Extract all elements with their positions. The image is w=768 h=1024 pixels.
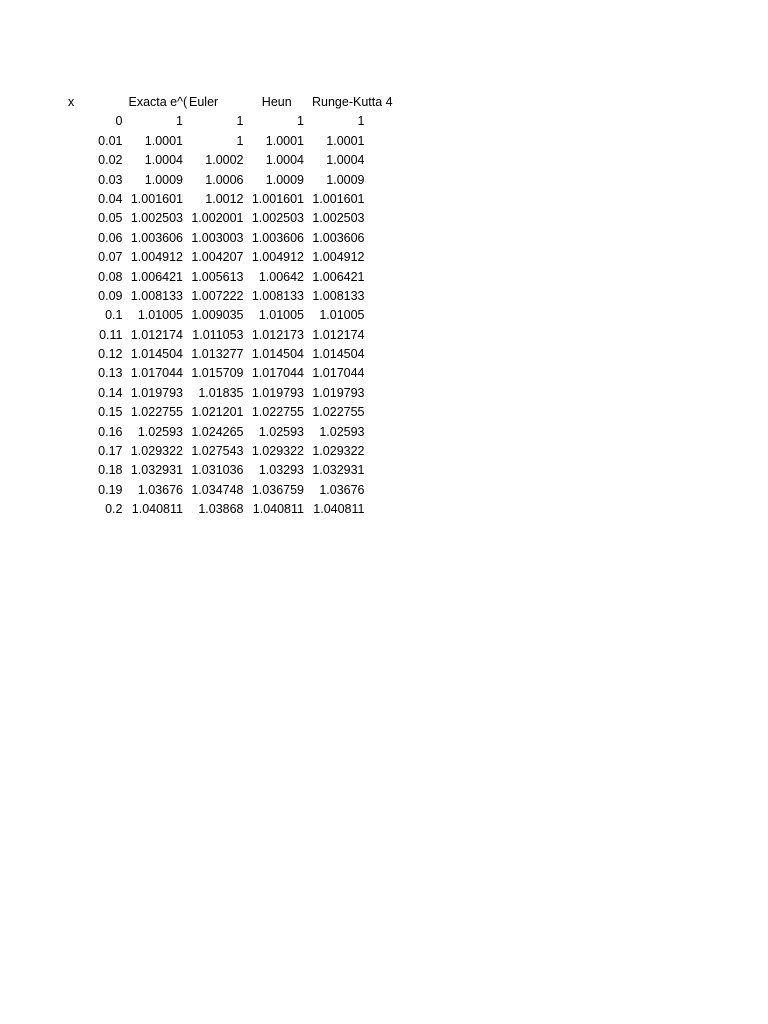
table-row bbox=[65, 171, 368, 190]
cell-x[interactable]: 0.03 bbox=[98, 172, 123, 187]
cell-exacta[interactable]: 1.019793 bbox=[130, 385, 183, 400]
cell-runge-kutta[interactable]: 1.01005 bbox=[319, 308, 365, 323]
cell-heun[interactable]: 1.0004 bbox=[265, 153, 304, 168]
header-exacta[interactable]: Exacta e^( bbox=[128, 95, 188, 109]
cell-x[interactable]: 0.19 bbox=[98, 482, 123, 497]
cell-exacta[interactable]: 1.004912 bbox=[130, 250, 183, 265]
cell-exacta[interactable]: 1.040811 bbox=[131, 502, 183, 517]
table-row bbox=[65, 326, 368, 345]
cell-heun[interactable]: 1 bbox=[297, 114, 304, 129]
cell-runge-kutta[interactable]: 1.02593 bbox=[319, 424, 365, 439]
cell-exacta[interactable]: 1.001601 bbox=[130, 191, 183, 206]
cell-euler[interactable]: 1.013277 bbox=[191, 347, 244, 362]
cell-heun[interactable]: 1.00642 bbox=[258, 269, 304, 284]
cell-runge-kutta[interactable]: 1.032931 bbox=[312, 463, 365, 478]
cell-x[interactable]: 0.05 bbox=[98, 211, 123, 226]
cell-runge-kutta[interactable]: 1.002503 bbox=[312, 211, 365, 226]
cell-x[interactable]: 0.02 bbox=[98, 153, 123, 168]
cell-exacta[interactable]: 1.0004 bbox=[144, 153, 183, 168]
cell-euler[interactable]: 1.0006 bbox=[205, 172, 244, 187]
cell-exacta[interactable]: 1.0009 bbox=[144, 172, 183, 187]
table-row bbox=[65, 364, 368, 383]
cell-x[interactable]: 0 bbox=[115, 114, 123, 129]
cell-exacta[interactable]: 1.017044 bbox=[130, 366, 183, 381]
table-row bbox=[65, 151, 368, 170]
table-row bbox=[65, 345, 368, 364]
cell-x[interactable]: 0.08 bbox=[98, 269, 123, 284]
table-body bbox=[65, 112, 368, 519]
cell-heun[interactable]: 1.03293 bbox=[258, 463, 304, 478]
cell-runge-kutta[interactable]: 1.017044 bbox=[312, 366, 365, 381]
cell-heun[interactable]: 1.003606 bbox=[251, 230, 304, 245]
cell-runge-kutta[interactable]: 1.019793 bbox=[312, 385, 365, 400]
table-row bbox=[65, 384, 368, 403]
table-row bbox=[65, 442, 368, 461]
cell-exacta[interactable]: 1.02593 bbox=[137, 424, 183, 439]
cell-heun[interactable]: 1.040811 bbox=[252, 502, 304, 517]
cell-runge-kutta[interactable]: 1.008133 bbox=[312, 288, 365, 303]
cell-euler[interactable]: 1.0002 bbox=[205, 153, 244, 168]
cell-runge-kutta[interactable]: 1.014504 bbox=[312, 347, 365, 362]
cell-exacta[interactable]: 1 bbox=[176, 114, 183, 129]
cell-x[interactable]: 0.13 bbox=[98, 366, 123, 381]
table-row bbox=[65, 403, 368, 422]
cell-euler[interactable]: 1.003003 bbox=[191, 230, 244, 245]
header-row bbox=[65, 93, 393, 112]
cell-runge-kutta[interactable]: 1.0004 bbox=[326, 153, 365, 168]
cell-exacta[interactable]: 1.0001 bbox=[144, 133, 183, 148]
table-row bbox=[65, 112, 368, 131]
cell-heun[interactable]: 1.02593 bbox=[258, 424, 304, 439]
cell-heun[interactable]: 1.036759 bbox=[251, 482, 304, 497]
cell-x[interactable]: 0.1 bbox=[105, 308, 123, 323]
cell-exacta[interactable]: 1.006421 bbox=[130, 269, 183, 284]
cell-heun[interactable]: 1.0009 bbox=[265, 172, 304, 187]
table-row bbox=[65, 268, 368, 287]
header-euler[interactable]: Euler bbox=[189, 95, 219, 109]
cell-heun[interactable]: 1.029322 bbox=[251, 444, 304, 459]
cell-heun[interactable]: 1.004912 bbox=[251, 250, 304, 265]
header-x[interactable]: x bbox=[68, 95, 75, 109]
cell-exacta[interactable]: 1.002503 bbox=[130, 211, 183, 226]
cell-runge-kutta[interactable]: 1.022755 bbox=[312, 405, 365, 420]
spreadsheet-table bbox=[65, 93, 393, 520]
cell-heun[interactable]: 1.002503 bbox=[251, 211, 304, 226]
cell-runge-kutta[interactable]: 1.004912 bbox=[312, 250, 365, 265]
cell-exacta[interactable]: 1.012174 bbox=[130, 327, 183, 342]
cell-euler[interactable]: 1.021201 bbox=[191, 405, 244, 420]
cell-exacta[interactable]: 1.008133 bbox=[130, 288, 183, 303]
cell-heun[interactable]: 1.01005 bbox=[258, 308, 304, 323]
cell-heun[interactable]: 1.014504 bbox=[251, 347, 304, 362]
table-row bbox=[65, 306, 368, 325]
cell-heun[interactable]: 1.022755 bbox=[251, 405, 304, 420]
cell-euler[interactable]: 1 bbox=[236, 133, 244, 148]
cell-x[interactable]: 0.12 bbox=[98, 347, 123, 362]
table-row bbox=[65, 481, 368, 500]
cell-heun[interactable]: 1.001601 bbox=[251, 191, 304, 206]
table-row bbox=[65, 287, 368, 306]
table-row bbox=[65, 132, 368, 151]
cell-runge-kutta[interactable]: 1.040811 bbox=[313, 502, 365, 517]
cell-exacta[interactable]: 1.032931 bbox=[130, 463, 183, 478]
cell-euler[interactable]: 1.031036 bbox=[191, 463, 244, 478]
cell-euler[interactable]: 1.024265 bbox=[191, 424, 244, 439]
cell-euler[interactable]: 1.005613 bbox=[191, 269, 244, 284]
cell-euler[interactable]: 1 bbox=[236, 114, 244, 129]
cell-euler[interactable]: 1.011053 bbox=[192, 327, 244, 342]
cell-runge-kutta[interactable]: 1.03676 bbox=[319, 482, 365, 497]
cell-x[interactable]: 0.07 bbox=[98, 250, 123, 265]
cell-x[interactable]: 0.04 bbox=[98, 191, 123, 206]
cell-heun[interactable]: 1.0001 bbox=[265, 133, 304, 148]
cell-x[interactable]: 0.11 bbox=[99, 327, 123, 342]
cell-exacta[interactable]: 1.03676 bbox=[137, 482, 183, 497]
cell-exacta[interactable]: 1.01005 bbox=[137, 308, 183, 323]
cell-heun[interactable]: 1.017044 bbox=[251, 366, 304, 381]
cell-x[interactable]: 0.15 bbox=[98, 405, 123, 420]
cell-x[interactable]: 0.09 bbox=[98, 288, 123, 303]
header-runge-kutta[interactable]: Runge-Kutta 4 bbox=[312, 95, 393, 109]
cell-exacta[interactable]: 1.003606 bbox=[130, 230, 183, 245]
cell-euler[interactable]: 1.034748 bbox=[191, 482, 244, 497]
cell-runge-kutta[interactable]: 1.0009 bbox=[326, 172, 365, 187]
cell-runge-kutta[interactable]: 1.012174 bbox=[312, 327, 365, 342]
cell-runge-kutta[interactable]: 1.003606 bbox=[312, 230, 365, 245]
cell-runge-kutta[interactable]: 1 bbox=[357, 114, 365, 129]
cell-x[interactable]: 0.2 bbox=[105, 502, 123, 517]
cell-euler[interactable]: 1.004207 bbox=[191, 250, 244, 265]
cell-exacta[interactable]: 1.022755 bbox=[130, 405, 183, 420]
header-heun[interactable]: Heun bbox=[261, 95, 292, 109]
cell-exacta[interactable]: 1.014504 bbox=[130, 347, 183, 362]
cell-euler[interactable]: 1.007222 bbox=[191, 288, 244, 303]
table-row bbox=[65, 209, 368, 228]
table-row bbox=[65, 229, 368, 248]
cell-euler[interactable]: 1.01835 bbox=[198, 385, 244, 400]
cell-runge-kutta[interactable]: 1.001601 bbox=[312, 191, 365, 206]
cell-x[interactable]: 0.17 bbox=[98, 444, 123, 459]
cell-euler[interactable]: 1.015709 bbox=[191, 366, 244, 381]
cell-runge-kutta[interactable]: 1.0001 bbox=[326, 133, 365, 148]
table-row bbox=[65, 500, 368, 519]
cell-runge-kutta[interactable]: 1.006421 bbox=[312, 269, 365, 284]
cell-exacta[interactable]: 1.029322 bbox=[130, 444, 183, 459]
cell-x[interactable]: 0.01 bbox=[98, 133, 123, 148]
cell-x[interactable]: 0.18 bbox=[98, 463, 123, 478]
cell-runge-kutta[interactable]: 1.029322 bbox=[312, 444, 365, 459]
table-row bbox=[65, 190, 368, 209]
cell-euler[interactable]: 1.03868 bbox=[198, 502, 244, 517]
table-row bbox=[65, 248, 368, 267]
cell-x[interactable]: 0.06 bbox=[98, 230, 123, 245]
cell-euler[interactable]: 1.009035 bbox=[191, 308, 244, 323]
cell-euler[interactable]: 1.0012 bbox=[205, 191, 244, 206]
table-row bbox=[65, 461, 368, 480]
cell-x[interactable]: 0.16 bbox=[98, 424, 123, 439]
cell-euler[interactable]: 1.027543 bbox=[191, 444, 244, 459]
cell-heun[interactable]: 1.019793 bbox=[251, 385, 304, 400]
cell-x[interactable]: 0.14 bbox=[98, 385, 123, 400]
cell-heun[interactable]: 1.012173 bbox=[251, 327, 304, 342]
cell-heun[interactable]: 1.008133 bbox=[251, 288, 304, 303]
table-row bbox=[65, 423, 368, 442]
cell-euler[interactable]: 1.002001 bbox=[191, 211, 244, 226]
